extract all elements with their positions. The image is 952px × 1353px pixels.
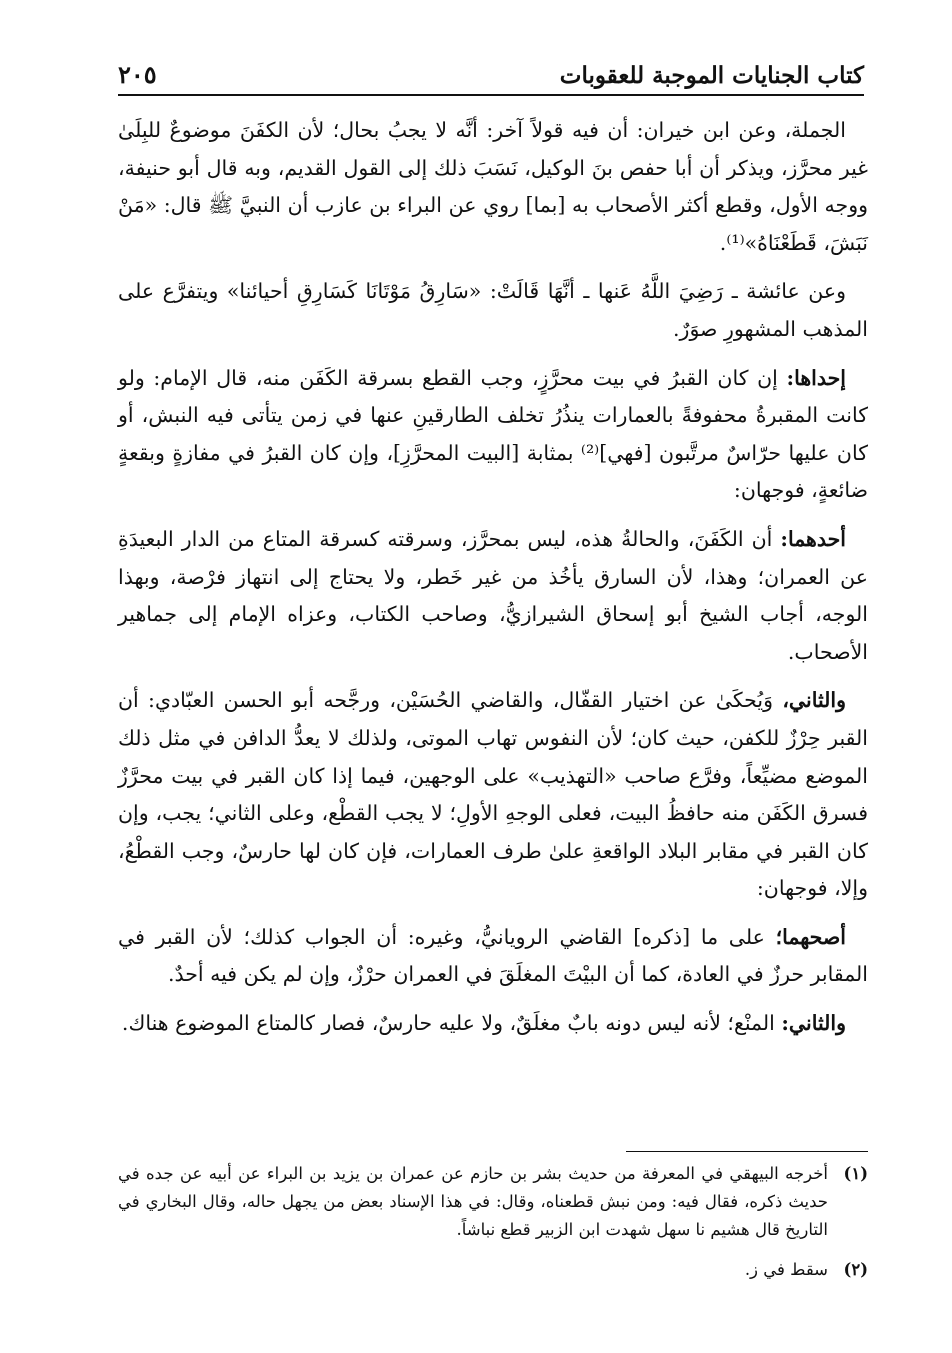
- footnote-rule: [626, 1151, 868, 1152]
- footnote-number: (٢): [843, 1260, 868, 1279]
- footnote: [118, 1160, 868, 1244]
- paragraph-lead: والثاني:: [781, 1011, 846, 1036]
- main-text: [118, 112, 868, 1054]
- paragraph: [118, 682, 868, 908]
- footnote-text: سقط في ز.: [744, 1260, 828, 1279]
- paragraph: [118, 521, 868, 671]
- page-number: ٢٠٥: [118, 60, 157, 89]
- paragraph: [118, 273, 868, 348]
- paragraph-text: أن الكَفَنَ، والحالةُ هذه، ليس بمحرَّز، وسرقته كسرقة المتاع من الدار البعيدَةِ عن العمران؛ وهذا، لأن السارق يأخُذ من غير خَطر، ولا يحتاج إلى انتهاز فرْصة، وبهذا الوجه، أجاب الشيخ أبو إسحاق الشيرازيُّ، وصاحب الكتاب، وعزاه الإمام إلى جماهير الأصحاب.: [118, 526, 868, 664]
- paragraph: [118, 112, 868, 262]
- paragraph-lead: إحداها:: [786, 365, 846, 390]
- paragraph-text: المنْع؛ لأنه ليس دونه بابٌ مغلَقٌ، ولا عليه حارسٌ، فصار كالمتاع الموضوع هناك.: [121, 1011, 782, 1036]
- chapter-title: كتاب الجنايات الموجبة للعقوبات: [559, 62, 864, 89]
- paragraph-text: وعن عائشة ـ رَضِيَ اللَّهُ عَنها ـ أنَّهَا قَالَتْ: «سَارِقُ مَوْتَانَا كَسَارِقِ أحيائنا» ويتفرَّع على المذهب المشهورِ صوَرٌ.: [118, 279, 868, 341]
- footnotes: [118, 1160, 868, 1296]
- paragraph-text: الجملة، وعن ابن خيران: أن فيه قولاً آخر: أنَّه لا يجبُ بحال؛ لأن الكفَنَ موضوعٌ للبِلَىٰ غير محرَّز، ويذكر أن أبا حفص بنَ الوكيل، نَسَبَ ذلك إلى القول القديم، وبه قال أبو حنيفة، ووجه الأول، وقطع أكثر الأصحاب به [بما] روي عن البراء بن عازب أن النبيَّ ﷺ قال: «مَنْ نَبَشَ، قَطَعْنَاهُ»⁽¹⁾.: [118, 118, 868, 255]
- header-rule: [118, 94, 864, 96]
- running-header: [118, 55, 864, 89]
- paragraph-text: إن كان القبرُ في بيت محرَّزٍ، وجب القطع بسرقة الكَفَن منه، قال الإمام: ولو كانت المقبرةُ محفوفةً بالعمارات ينذُرُ تخلف الطارقينِ عنها في زمن يتأتى فيه النبش، أو كان عليها حرّاسٌ مرتَّبون [فهي]⁽²⁾ بمثابة [البيت المحرَّزِ]، وإن كان القبرُ في مفازةٍ وبقعةٍ ضائعةٍ، فوجهان:: [118, 365, 868, 503]
- footnote: [118, 1256, 868, 1284]
- paragraph-lead: والثاني،: [782, 688, 846, 713]
- paragraph: [118, 360, 868, 510]
- footnote-number: (١): [843, 1164, 868, 1183]
- paragraph-text: على ما [ذكره] القاضي الرويانيُّ، وغيره: أن الجواب كذلك؛ لأن القبر في المقابر حرزٌ في العادة، كما أن البيْتَ المغلَقَ في العمران حرْزٌ، وإن لم يكن فيه أحدٌ.: [118, 924, 868, 987]
- paragraph: [118, 919, 868, 994]
- paragraph-lead: أصحهما؛: [775, 924, 846, 949]
- paragraph: [118, 1005, 868, 1043]
- paragraph-text: وَيُحكَىٰ عن اختيار القفّال، والقاضي الحُسَيْن، ورجَّحه أبو الحسن العبّادي: أن القبر حِرْزٌ للكفن، حيث كان؛ لأن النفوس تهاب الموتى، ولذلك لا يعدُّ الدافن في مثل ذلك الموضع مضيِّعاً، وفرَّع صاحب «التهذيب» على الوجهين، فيما إذا كان القبر في بيت محرَّزٌ فسرق الكَفَن منه حافظُ البيت، فعلى الوجهِ الأولِ؛ لا يجب القطْع، وعلى الثاني؛ يجب، وإن كان القبر في مقابر البلاد الواقعةِ علىٰ طرف العمارات، فإن كان لها حارسٌ، وجب القطْعُ، وإلا، فوجهان:: [118, 688, 868, 901]
- paragraph-lead: أحدهما:: [780, 526, 846, 551]
- footnote-text: أخرجه البيهقي في المعرفة من حديث بشر بن حازم عن عمران بن يزيد بن البراء عن أبيه عن جده في حديث ذكره، فقال فيه: ومن نبش قطعناه، وقال: في هذا الإسناد بعض من يجهل حاله، وقال البخاري في التاريخ قال هشيم نا سهل شهدت ابن الزبير قطع نباشاً.: [118, 1164, 828, 1239]
